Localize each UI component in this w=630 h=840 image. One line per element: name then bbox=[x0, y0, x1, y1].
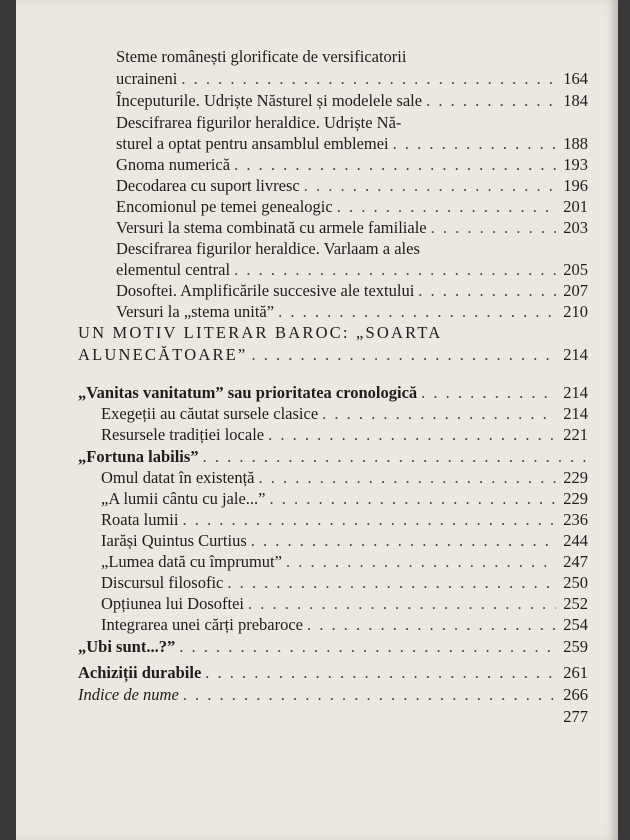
leader-dots bbox=[417, 382, 556, 404]
toc-page-number: 250 bbox=[563, 573, 588, 592]
toc-entry bbox=[101, 509, 588, 531]
leader-dots bbox=[389, 133, 556, 155]
toc-entry-title: Encomionul pe temei genealogic bbox=[116, 197, 333, 216]
toc-page-number: 205 bbox=[563, 260, 588, 279]
leader-dots bbox=[247, 530, 556, 552]
toc-entry-title: Opțiunea lui Dosoftei bbox=[101, 594, 244, 613]
leader-dots bbox=[333, 196, 556, 218]
toc-entry-title: „Fortuna labilis” bbox=[78, 447, 199, 466]
leader-dots bbox=[175, 636, 556, 658]
toc-entry bbox=[101, 488, 588, 510]
section-heading: UN MOTIV LITERAR BAROC: „SOARTA bbox=[78, 323, 443, 342]
toc-entry bbox=[101, 614, 588, 636]
leader-dots bbox=[199, 446, 588, 468]
leader-dots bbox=[230, 259, 556, 281]
toc-entry-title: „Vanitas vanitatum” sau prioritatea cronologică bbox=[78, 383, 418, 402]
toc-page-number: 266 bbox=[563, 685, 588, 704]
leader-dots bbox=[244, 593, 556, 615]
toc-entry-title: ucraineni bbox=[116, 69, 178, 88]
toc-entry-title: „A lumii cântu cu jale...” bbox=[101, 489, 266, 508]
toc-entry bbox=[116, 154, 588, 176]
toc-entry bbox=[116, 133, 588, 155]
toc-entry-line: Descifrarea figurilor heraldice. Varlaam a ales bbox=[116, 239, 420, 258]
toc-page-number: 277 bbox=[563, 707, 588, 726]
toc-page-number: 164 bbox=[563, 69, 588, 88]
toc-page-number: 196 bbox=[563, 176, 588, 195]
leader-dots bbox=[264, 424, 556, 446]
toc-entry-title: Roata lumii bbox=[101, 510, 179, 529]
table-of-contents bbox=[16, 0, 618, 840]
book-page bbox=[16, 0, 618, 840]
page-edge-shadow bbox=[608, 0, 618, 840]
toc-entry-title: Iarăși Quintus Curtius bbox=[101, 531, 247, 550]
toc-entry-title: Versuri la stema combinată cu armele familiale bbox=[116, 218, 427, 237]
leader-dots bbox=[179, 684, 556, 706]
toc-entry bbox=[116, 196, 588, 218]
leader-dots bbox=[230, 154, 556, 176]
leader-dots bbox=[303, 614, 556, 636]
toc-page-number: 229 bbox=[563, 489, 588, 508]
toc-page-number: 214 bbox=[563, 404, 588, 423]
toc-entry bbox=[78, 662, 588, 684]
toc-page-number: 188 bbox=[563, 134, 588, 153]
toc-entry bbox=[78, 684, 588, 706]
toc-entry bbox=[78, 446, 588, 468]
toc-page-number: 193 bbox=[563, 155, 588, 174]
toc-page-number: 207 bbox=[563, 281, 588, 300]
toc-page-number: 214 bbox=[563, 345, 588, 364]
toc-entry bbox=[116, 301, 588, 323]
toc-entry bbox=[116, 259, 588, 281]
toc-entry-title: Versuri la „stema unită” bbox=[116, 302, 275, 321]
toc-page-number: 254 bbox=[563, 615, 588, 634]
toc-entry bbox=[78, 636, 588, 658]
toc-entry-title: Discursul filosofic bbox=[101, 573, 224, 592]
toc-page-number: 203 bbox=[563, 218, 588, 237]
toc-page-number: 261 bbox=[563, 663, 588, 682]
toc-entry-line: Steme românești glorificate de versificatorii bbox=[116, 47, 407, 66]
leader-dots bbox=[422, 90, 556, 112]
toc-entry-title: Gnoma numerică bbox=[116, 155, 231, 174]
toc-page-number: 236 bbox=[563, 510, 588, 529]
leader-dots bbox=[318, 403, 556, 425]
toc-entry-title: Resursele tradiției locale bbox=[101, 425, 265, 444]
toc-entry bbox=[101, 572, 588, 594]
toc-entry-title: elementul central bbox=[116, 260, 231, 279]
toc-entry bbox=[78, 382, 588, 404]
toc-entry bbox=[101, 424, 588, 446]
toc-entry bbox=[101, 551, 588, 573]
toc-entry bbox=[116, 175, 588, 197]
toc-entry bbox=[116, 68, 588, 90]
leader-dots bbox=[255, 467, 556, 489]
leader-dots bbox=[300, 175, 556, 197]
leader-dots bbox=[247, 344, 556, 366]
toc-entry-title: Omul datat în existență bbox=[101, 468, 255, 487]
leader-dots bbox=[223, 572, 556, 594]
toc-entry bbox=[101, 403, 588, 425]
leader-dots bbox=[178, 509, 556, 531]
toc-entry-title: Dosoftei. Amplificările succesive ale textului bbox=[116, 281, 415, 300]
toc-page-number: 252 bbox=[563, 594, 588, 613]
toc-entry-title: Începuturile. Udriște Năsturel și modelele sale bbox=[116, 91, 423, 110]
toc-entry-title: sturel a optat pentru ansamblul emblemei bbox=[116, 134, 389, 153]
toc-page-number: 259 bbox=[563, 637, 588, 656]
leader-dots bbox=[265, 488, 556, 510]
leader-dots bbox=[427, 217, 556, 239]
toc-entry bbox=[116, 217, 588, 239]
toc-page-number: 201 bbox=[563, 197, 588, 216]
toc-entry-title: „Ubi sunt...?” bbox=[78, 637, 176, 656]
leader-dots bbox=[282, 551, 556, 573]
toc-entry-title: Indice de nume bbox=[78, 685, 179, 704]
toc-entry-title: Achiziții durabile bbox=[78, 663, 202, 682]
toc-entry-title: Exegeții au căutat sursele clasice bbox=[101, 404, 319, 423]
leader-dots bbox=[201, 662, 556, 684]
section-heading-line: ALUNECĂTOARE” bbox=[78, 345, 248, 364]
toc-page-number: 229 bbox=[563, 468, 588, 487]
leader-dots bbox=[274, 301, 556, 323]
toc-page-number: 221 bbox=[563, 425, 588, 444]
section-heading-entry bbox=[78, 344, 588, 366]
toc-entry bbox=[101, 593, 588, 615]
toc-entry bbox=[101, 467, 588, 489]
leader-dots bbox=[177, 68, 556, 90]
toc-entry-title: Decodarea cu suport livresc bbox=[116, 176, 300, 195]
toc-entry bbox=[101, 530, 588, 552]
toc-page-number: 244 bbox=[563, 531, 588, 550]
toc-page-number: 247 bbox=[563, 552, 588, 571]
leader-dots bbox=[414, 280, 556, 302]
toc-page-number: 210 bbox=[563, 302, 588, 321]
toc-entry-line: Descifrarea figurilor heraldice. Udriște Nă- bbox=[116, 113, 402, 132]
toc-entry bbox=[116, 90, 588, 112]
toc-entry bbox=[116, 280, 588, 302]
toc-page-number: 184 bbox=[563, 91, 588, 110]
toc-page-number: 214 bbox=[563, 383, 588, 402]
toc-entry-title: Integrarea unei cărți prebaroce bbox=[101, 615, 303, 634]
toc-entry-title: „Lumea dată cu împrumut” bbox=[101, 552, 282, 571]
